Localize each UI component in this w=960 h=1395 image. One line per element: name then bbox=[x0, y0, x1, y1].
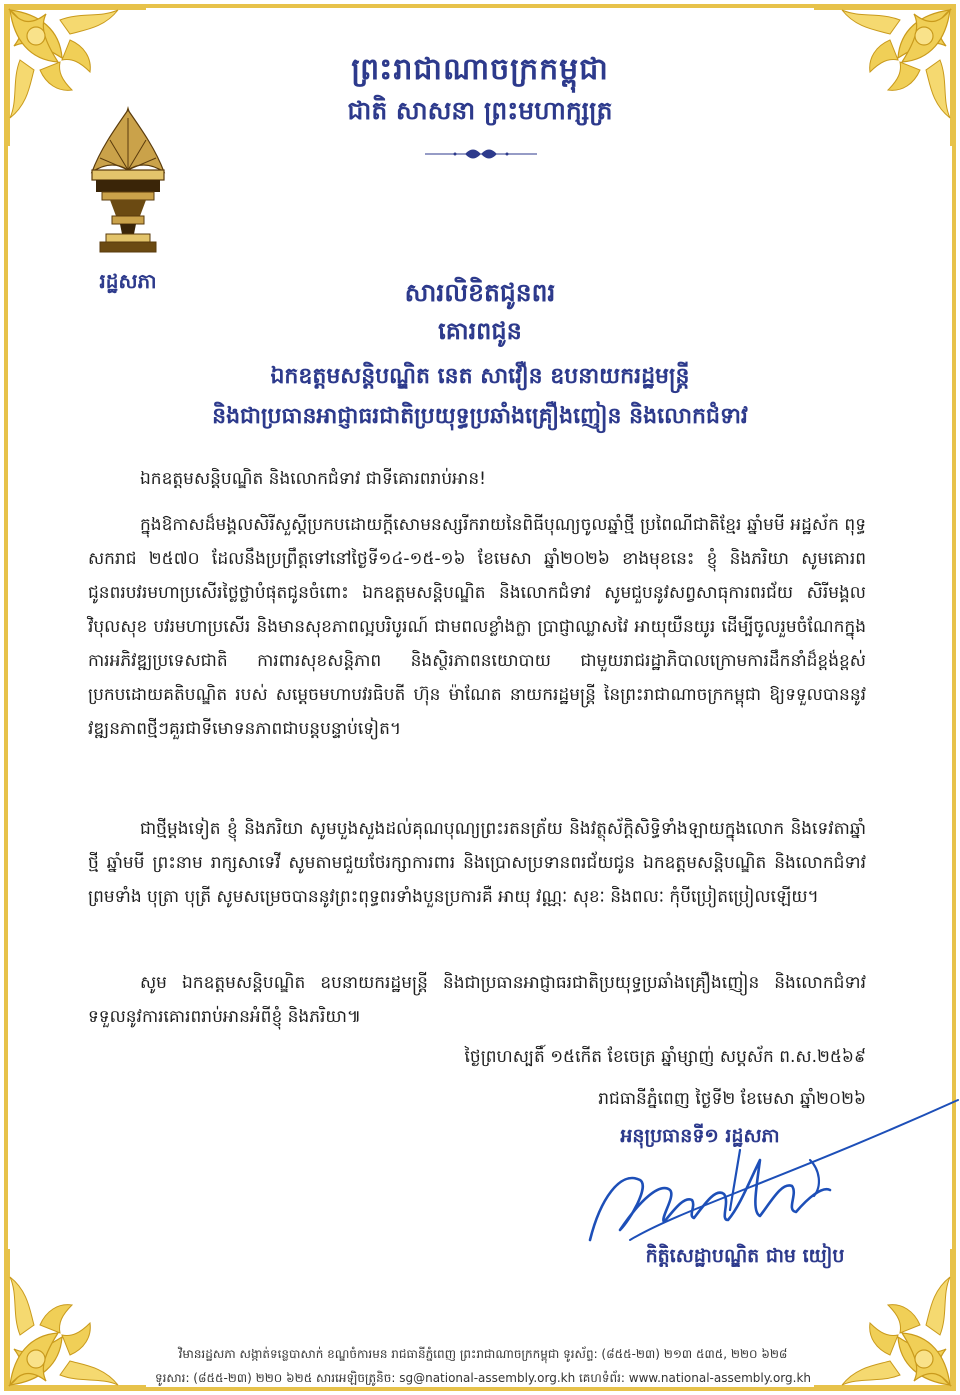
respectfully-to: គោរពជូន bbox=[438, 317, 522, 345]
body-paragraph-2: ជាថ្មីម្តងទៀត ខ្ញុំ និងភរិយា សូមបួងសួងដល់គុណបុណ្យព្រះរតនត្រ័យ និងវត្ថុស័ក្តិសិទ្ធិទាំងឡាយក្នុងលោក និងទេវតាឆ្នាំថ្មី ឆ្នាំមមី ព្រះនាម រាក្សសាទេវី សូមតាមជួយថែរក្សាការពារ និងប្រោសប្រទានពរជ័យជូន ឯកឧត្តមសន្តិបណ្ឌិត និងលោកជំទាវ ព្រមទាំង បុត្រា បុត្រី សូមសម្រេចបាននូវព្រះពុទ្ធពរទាំងបួនប្រការគឺ អាយុ វណ្ណៈ សុខៈ និងពលៈ កុំបីប្រៀតប្រៀលឡើយ។ bbox=[88, 819, 866, 907]
national-assembly-emblem bbox=[80, 100, 176, 260]
header-divider-ornament bbox=[425, 148, 537, 160]
signer-name: កិត្តិសេដ្ឋាបណ្ឌិត ជាម យៀប bbox=[645, 1245, 845, 1267]
body-paragraph-1: ក្នុងឱកាសដ៏មង្គលសិរីសួស្តីប្រកបដោយក្តីសោមនស្សរីករាយនៃពិធីបុណ្យចូលឆ្នាំថ្មី ប្រពៃណីជាតិខ្មែរ ឆ្នាំមមី អដ្ឋស័ក ពុទ្ធសករាជ ២៥៧០ ដែលនឹងប្រព្រឹត្តទៅនៅថ្ងៃទី១៤-១៥-១៦ ខែមេសា ឆ្នាំ២០២៦ ខាងមុខនេះ ខ្ញុំ និងភរិយា សូមគោរពជូនពរបវរមហាប្រសើរថ្លៃថ្លាបំផុតជូនចំពោះ ឯកឧត្តមសន្តិបណ្ឌិត និងលោកជំទាវ សូមជួបនូវសព្វសាធុការពរជ័យ សិរីមង្គល វិបុលសុខ បវរមហាប្រសើរ និងមានសុខភាពល្អបរិបូរណ៍ ជាមពលខ្លាំងក្លា ប្រាជ្ញាឈ្លាសវៃ អាយុយឺនយូរ ដើម្បីចូលរួមចំណែកក្នុងការអភិវឌ្ឍប្រទេសជាតិ ការពារសុខសន្តិភាព និងស្ថិរភាពនយោបាយ ជាមួយរាជរដ្ឋាភិបាលក្រោមការដឹកនាំដ៏ខ្ពង់ខ្ពស់ប្រកបដោយគតិបណ្ឌិត របស់ សម្តេចមហាបវរធិបតី ហ៊ុន ម៉ាណែត នាយករដ្ឋមន្ត្រី នៃព្រះរាជាណាចក្រកម្ពុជា ឱ្យទទួលបាននូវវឌ្ឍនភាពថ្មីៗគួរជាទីមោទនភាពជាបន្តបន្ទាប់ទៀត។ bbox=[88, 515, 866, 739]
recipient-line-1: ឯកឧត្តមសន្តិបណ្ឌិត នេត សាវឿន ឧបនាយករដ្ឋមន្ត្រី bbox=[270, 364, 690, 389]
assembly-label: រដ្ឋសភា bbox=[99, 269, 157, 293]
footer-contact: ទូរសារ: (៨៥៥-២៣) ២២០ ៦២៥ សារអេឡិចត្រូនិច: sg@national-assembly.org.kh គេហទំព័រ: www.national-assembly.org.kh bbox=[154, 1371, 812, 1385]
signer-title: អនុប្រធានទី១ រដ្ឋសភា bbox=[620, 1125, 780, 1147]
kingdom-name: ព្រះរាជាណាចក្រកម្ពុជា bbox=[351, 52, 609, 87]
border-top bbox=[146, 4, 814, 8]
body-paragraph-3: សូម ឯកឧត្តមសន្តិបណ្ឌិត ឧបនាយករដ្ឋមន្ត្រី និងជាប្រធានអាជ្ញាធរជាតិប្រយុទ្ធប្រឆាំងគ្រឿងញៀន និងលោកជំទាវ ទទួលនូវការគោរពរាប់អានអំពីខ្ញុំ និងភរិយា៕ bbox=[88, 973, 866, 1027]
recipient-line-2: និងជាប្រធានអាជ្ញាធរជាតិប្រយុទ្ធប្រឆាំងគ្រឿងញៀន និងលោកជំទាវ bbox=[212, 404, 748, 429]
lunar-date: ថ្ងៃព្រហស្បតិ៍ ១៥កើត ខែចេត្រ ឆ្នាំម្សាញ់ សប្តស័ក ព.ស.២៥៦៩ bbox=[464, 1047, 866, 1067]
national-motto: ជាតិ សាសនា ព្រះមហាក្សត្រ bbox=[347, 96, 613, 125]
letter-title: សារលិខិតជូនពរ bbox=[404, 278, 556, 307]
salutation: ឯកឧត្តមសន្តិបណ្ឌិត និងលោកជំទាវ ជាទីគោរពរាប់អាន! bbox=[140, 469, 486, 489]
footer-address: វិមានរដ្ឋសភា សង្កាត់ទន្លេបាសាក់ ខណ្ឌចំការមន រាជធានីភ្នំពេញ ព្រះរាជាណាចក្រកម្ពុជា ទូរស័ព្ទ: (៨៥៥-២៣) ២១៣ ៥៣៥, ២២០ ៦២៨ bbox=[178, 1347, 788, 1361]
place-and-date: រាជធានីភ្នំពេញ ថ្ងៃទី២ ខែមេសា ឆ្នាំ២០២៦ bbox=[598, 1089, 866, 1109]
